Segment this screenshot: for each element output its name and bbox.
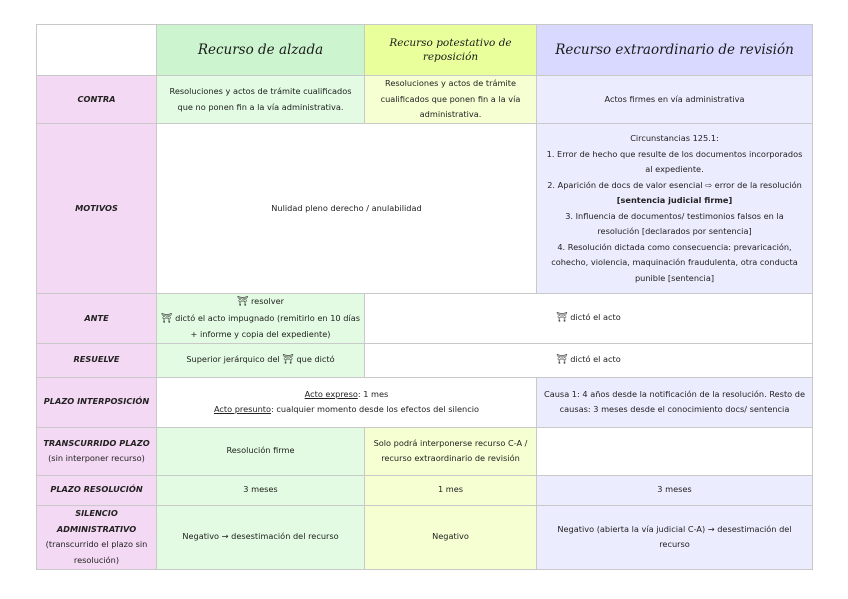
transcurrido-alzada: Resolución firme [157,427,365,475]
ante-alzada-line2: dictó el acto impugnado (remitirlo en 10 días + informe y copia del expediente) [175,312,360,339]
row-label-motivos: MOTIVOS [37,124,157,294]
resuelve-alzada-post: que dictó [296,353,335,364]
row-label-silencio [37,505,157,569]
header-revision: Recurso extraordinario de revisión [537,25,813,76]
row-label-plazo-resolucion: PLAZO RESOLUCIÓN [37,475,157,505]
header-alzada: Recurso de alzada [157,25,365,76]
motivos-revision-item: 1. Error de hecho que resulte de los documentos incorporados al expediente. [546,148,803,174]
motivos-revision-bold: [sentencia judicial firme] [616,195,733,205]
row-label-resuelve: RESUELVE [37,343,157,377]
row-label-transcurrido-title: TRANSCURRIDO PLAZO [43,437,150,448]
contra-reposicion: Resoluciones y actos de trámite cualificados que ponen fin a la vía administrativa. [365,76,537,124]
row-motivos [37,124,813,294]
ante-alzada [157,294,365,344]
motivos-alzada-reposicion: Nulidad pleno derecho / anulabilidad [157,124,537,294]
ante-alzada-line1: resolver [251,296,285,306]
header-reposicion: Recurso potestativo de reposición [365,25,537,76]
silencio-reposicion: Negativo [365,505,537,569]
row-label-transcurrido-sub: (sin interponer recurso) [48,453,145,463]
government-building-icon: ⛩ [282,354,294,365]
government-building-icon: ⛩ [161,313,173,324]
acto-presunto-text: : cualquier momento desde los efectos del silencio [271,404,480,414]
row-label-ante: ANTE [37,294,157,344]
row-label-plazo-interposicion: PLAZO INTERPOSICIÓN [37,377,157,427]
resuelve-reposicion-revision-text: dictó el acto [570,353,621,364]
acto-expreso-text: : 1 mes [357,388,389,399]
motivos-revision [537,124,813,294]
row-label-transcurrido [37,427,157,475]
contra-alzada: Resoluciones y actos de trámite cualificados que no ponen fin a la vía administrativa. [157,76,365,124]
government-building-icon: ⛩ [556,313,568,323]
silencio-alzada: Negativo → desestimación del recurso [157,505,365,569]
plazo-interposicion-alzada-reposicion [157,377,537,427]
plazo-resolucion-reposicion: 1 mes [365,475,537,505]
row-plazo-interposicion [37,377,813,427]
acto-expreso-label: Acto expreso [304,388,358,399]
plazo-resolucion-revision: 3 meses [537,475,813,505]
resuelve-reposicion-revision [365,343,813,377]
acto-presunto-label: Acto presunto [213,404,272,414]
motivos-revision-item: 3. Influencia de documentos/ testimonios falsos en la resolución [declarados por sentencia] [565,210,784,236]
ante-reposicion-revision [365,294,813,344]
row-transcurrido [37,427,813,475]
contra-revision: Actos firmes en vía administrativa [537,76,813,124]
row-silencio [37,505,813,569]
ante-reposicion-revision-text: dictó el acto [570,312,621,322]
transcurrido-revision [537,427,813,475]
row-ante [37,294,813,344]
row-label-silencio-title: SILENCIO ADMINISTRATIVO [56,508,137,534]
recursos-table [36,24,813,570]
motivos-revision-item: 2. Aparición de docs de valor esencial ⇨ error de la resolución [547,179,802,190]
government-building-icon: ⛩ [236,297,249,307]
motivos-revision-title: Circunstancias 125.1: [630,133,719,143]
plazo-interposicion-revision: Causa 1: 4 años desde la notificación de la resolución. Resto de causas: 3 meses desde el conocimiento docs/ sentencia [537,377,813,427]
row-plazo-resolucion [37,475,813,505]
header-row [37,25,813,76]
motivos-revision-item: 4. Resolución dictada como consecuencia: prevaricación, cohecho, violencia, maquinación fraudulenta, otra conducta punible [sentencia] [551,241,798,283]
resuelve-alzada-pre: Superior jerárquico del [186,353,280,364]
row-label-silencio-sub: (transcurrido el plazo sin resolución) [45,539,148,565]
row-resuelve [37,343,813,377]
plazo-resolucion-alzada: 3 meses [157,475,365,505]
corner-cell [37,25,157,76]
government-building-icon: ⛩ [556,354,568,365]
resuelve-alzada [157,343,365,377]
row-label-contra: CONTRA [37,76,157,124]
row-contra [37,76,813,124]
silencio-revision: Negativo (abierta la vía judicial C-A) → desestimación del recurso [537,505,813,569]
transcurrido-reposicion: Solo podrá interponerse recurso C-A / recurso extraordinario de revisión [365,427,537,475]
